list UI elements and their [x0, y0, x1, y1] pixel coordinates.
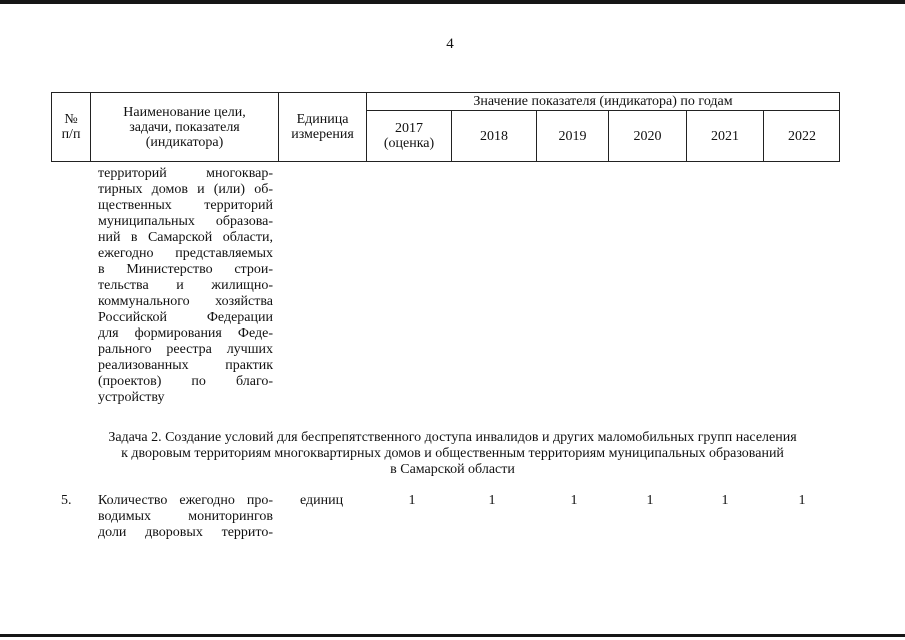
row-5-unit: единиц [300, 493, 344, 508]
row-5-value-2021: 1 [721, 493, 729, 508]
row-5-number: 5. [61, 493, 72, 508]
task-2-title [60, 430, 845, 478]
row-5-value-2020: 1 [646, 493, 654, 508]
row-5-value-2022: 1 [798, 493, 806, 508]
text-line: (проектов) по благо- [98, 374, 273, 389]
column-header-values-group: Значение показателя (индикатора) по годам [473, 94, 733, 109]
bottom-border-rule [0, 634, 905, 637]
text-line: ежегодно представляемых [98, 246, 273, 261]
text-line: Российской Федерации [98, 310, 273, 325]
text-line: доли дворовых террито- [98, 525, 273, 540]
text-line: реализованных практик [98, 358, 273, 373]
year-header-2022: 2022 [788, 128, 816, 144]
continued-indicator-text [98, 166, 273, 406]
task-title-line: Задача 2. Создание условий для беспрепятственного доступа инвалидов и других маломобильных групп населения [108, 430, 797, 445]
text-line: в Министерство строи- [98, 262, 273, 277]
column-header-name: Наименование цели, задачи, показателя (индикатора) [123, 104, 246, 150]
text-line: щественных территорий [98, 198, 273, 213]
text-line: ний в Самарской области, [98, 230, 273, 245]
text-line: Количество ежегодно про- [98, 493, 273, 508]
row-5-value-2017: 1 [408, 493, 416, 508]
table-header [51, 92, 840, 162]
text-line: тирных домов и (или) об- [98, 182, 273, 197]
text-line: коммунального хозяйства [98, 294, 273, 309]
column-header-unit: Единица измерения [291, 112, 354, 142]
year-header-2019: 2019 [558, 128, 587, 144]
year-header-2017: 2017 (оценка) [383, 121, 435, 151]
text-line: устройству [98, 390, 165, 405]
row-5-value-2019: 1 [570, 493, 578, 508]
row-5-value-2018: 1 [488, 493, 496, 508]
text-line: для формирования Феде- [98, 326, 273, 341]
page-number: 4 [446, 36, 454, 52]
text-line: тельства и жилищно- [98, 278, 273, 293]
year-header-2021: 2021 [711, 128, 739, 144]
task-title-line: в Самарской области [390, 462, 515, 477]
top-border-rule [0, 0, 905, 4]
year-header-2018: 2018 [480, 128, 508, 144]
task-title-line: к дворовым территориям многоквартирных домов и общественным территориям муниципальных образований [121, 446, 784, 461]
column-header-number: № п/п [61, 112, 81, 142]
row-5-name [98, 493, 273, 541]
text-line: территорий многоквар- [98, 166, 273, 181]
text-line: водимых мониторингов [98, 509, 273, 524]
year-header-2020: 2020 [633, 128, 662, 144]
text-line: рального реестра лучших [98, 342, 273, 357]
text-line: муниципальных образова- [98, 214, 273, 229]
